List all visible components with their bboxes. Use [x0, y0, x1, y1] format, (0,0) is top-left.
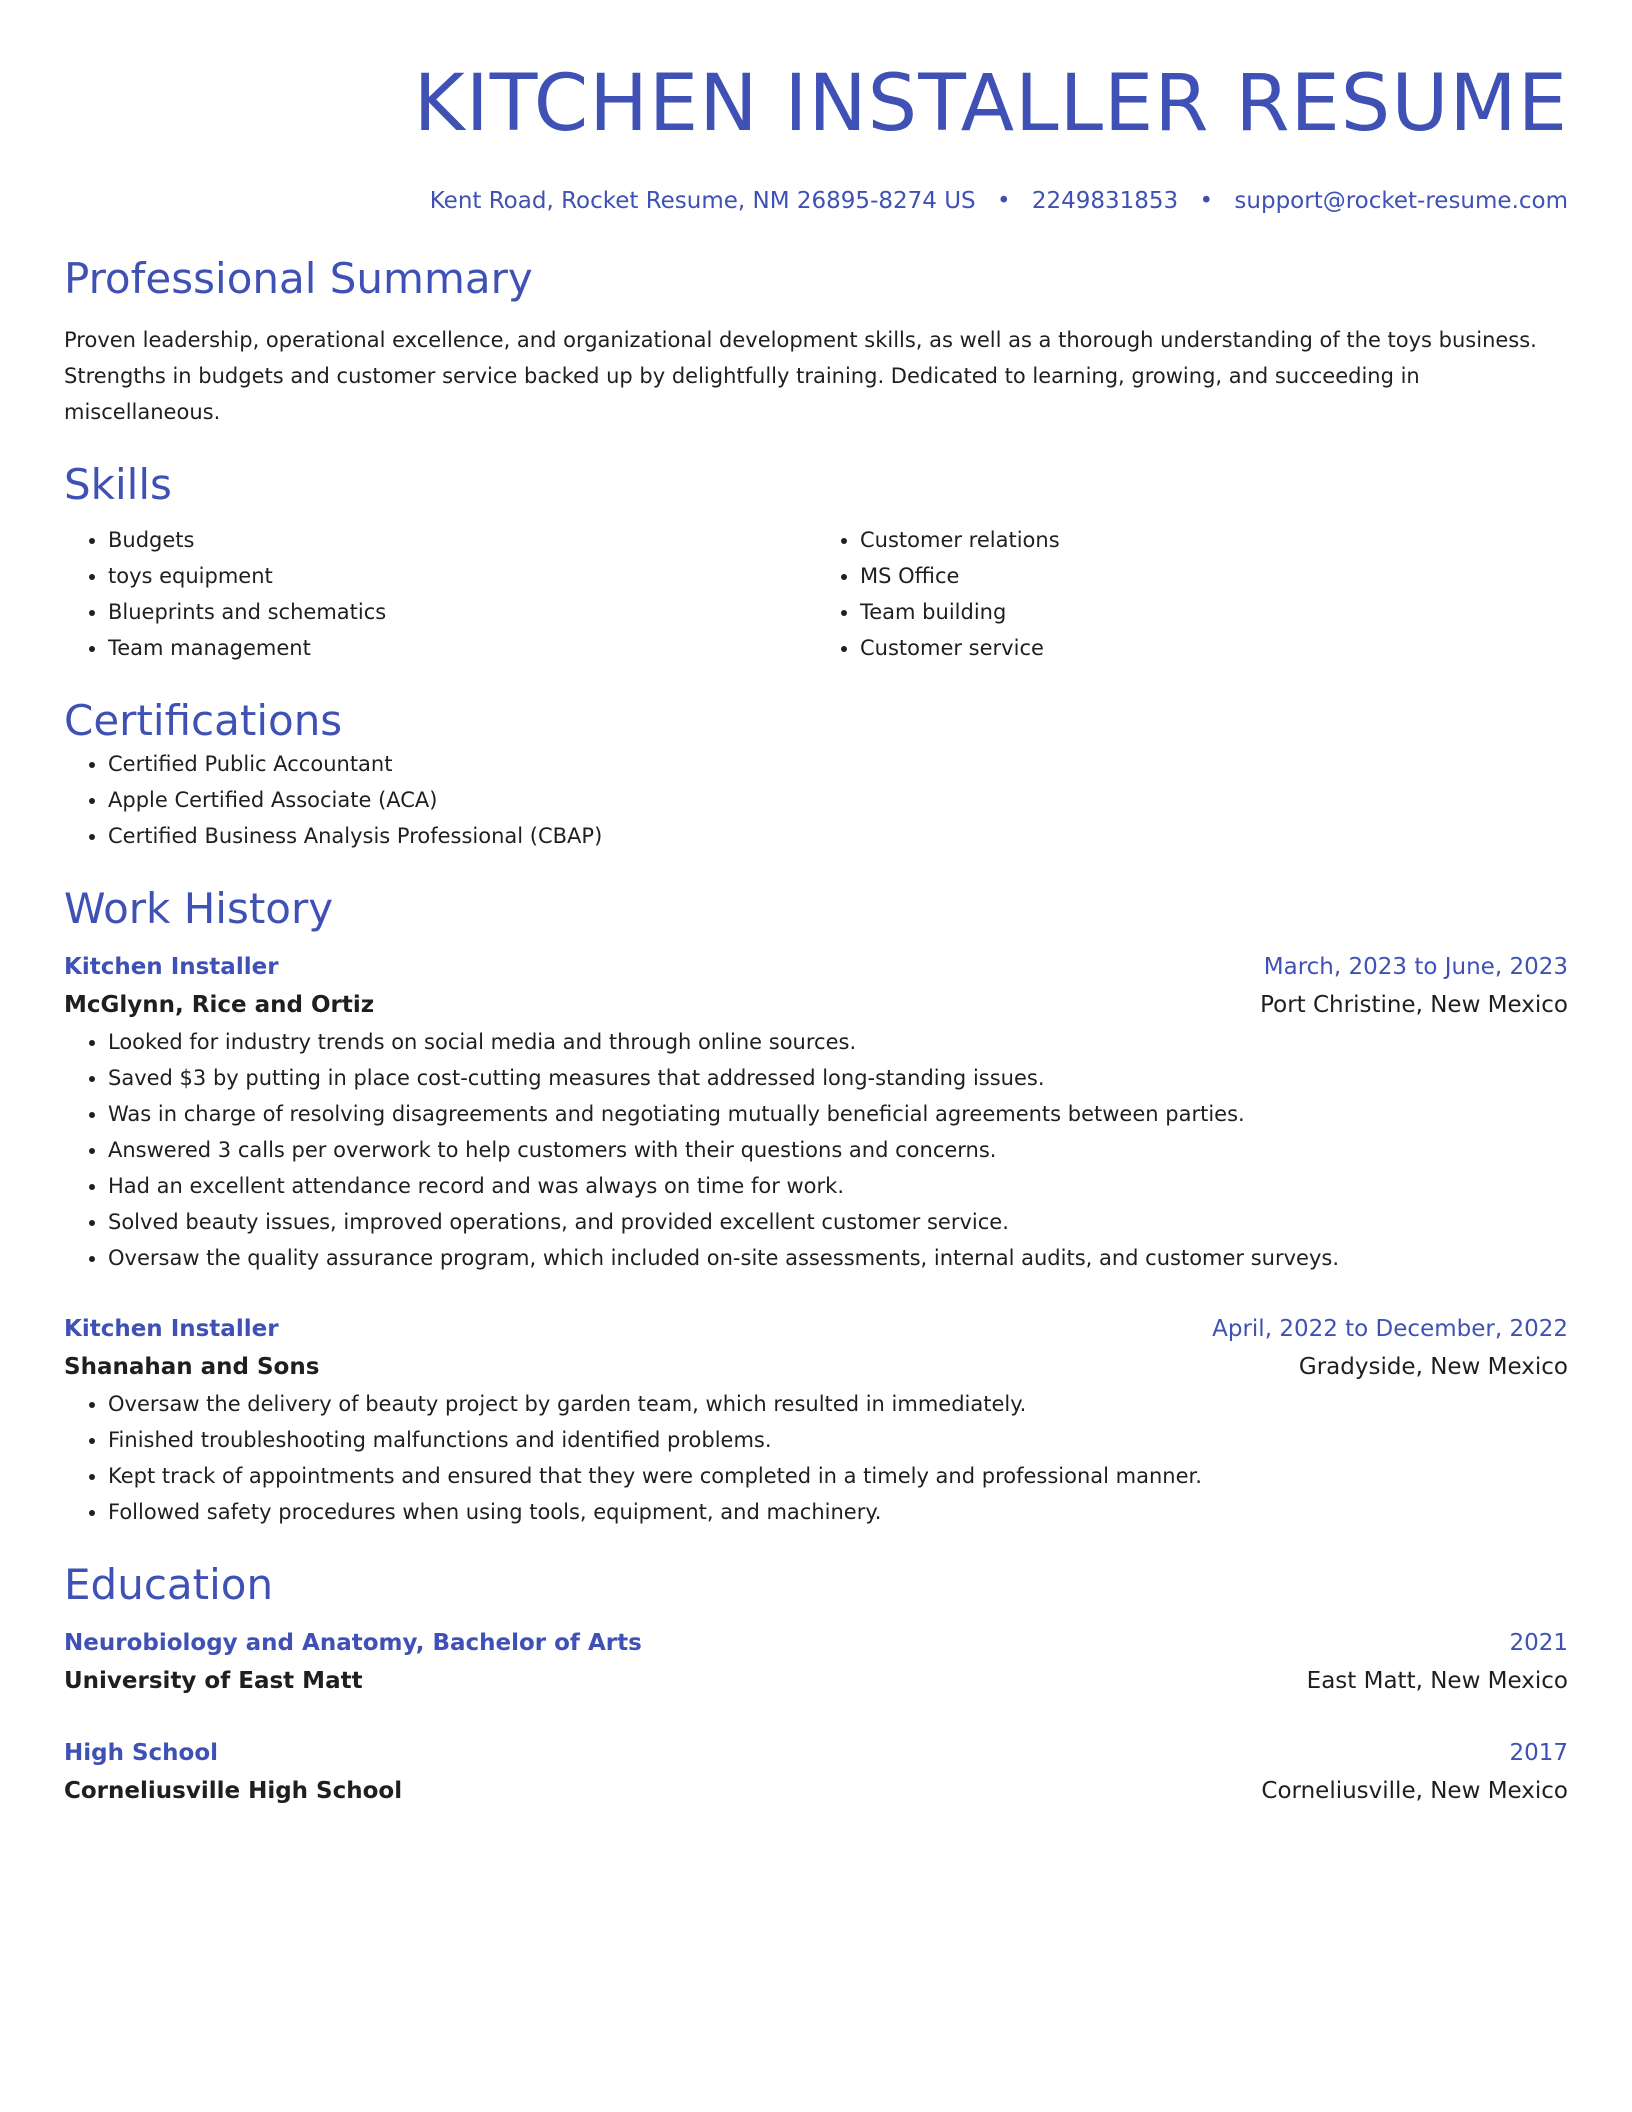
- education-header-row: [64, 1624, 1568, 1662]
- certification-item: • Apple Certified Associate (ACA): [108, 782, 1568, 818]
- education-degree: High School: [64, 1740, 219, 1766]
- job-bullet: • Saved $3 by putting in place cost-cutting measures that addressed long-standing issues.: [108, 1060, 1568, 1096]
- skill-item: • toys equipment: [108, 558, 816, 594]
- skills-list-right: [816, 522, 1568, 666]
- education-school-row: [64, 1662, 1568, 1700]
- job-bullet: • Oversaw the quality assurance program, which included on-site assessments, internal audits, and customer surveys.: [108, 1240, 1568, 1276]
- job-header-row: [64, 948, 1568, 986]
- skill-item: • Team building: [860, 594, 1568, 630]
- job-location: Gradyside, New Mexico: [1298, 1354, 1568, 1380]
- job-header-row: [64, 1310, 1568, 1348]
- certifications-list: [64, 746, 1568, 854]
- education-year: 2021: [1509, 1630, 1568, 1656]
- skill-item: • Customer relations: [860, 522, 1568, 558]
- job-dates: March, 2023 to June, 2023: [1263, 954, 1568, 980]
- resume-header: [64, 0, 1568, 216]
- education-school-row: [64, 1772, 1568, 1810]
- job-bullets: [64, 1024, 1568, 1276]
- education-school: Corneliusville High School: [64, 1778, 403, 1804]
- job-company-row: [64, 986, 1568, 1024]
- contact-line: [64, 186, 1568, 216]
- job-location: Port Christine, New Mexico: [1260, 992, 1568, 1018]
- resume-title: KITCHEN INSTALLER RESUME: [413, 59, 1568, 149]
- education-degree: Neurobiology and Anatomy, Bachelor of Arts: [64, 1630, 642, 1656]
- job-entry: [64, 1310, 1568, 1530]
- job-bullet: • Finished troubleshooting malfunctions and identified problems.: [108, 1422, 1568, 1458]
- job-bullets: [64, 1386, 1568, 1530]
- skill-item: • Blueprints and schematics: [108, 594, 816, 630]
- education-entry: [64, 1624, 1568, 1700]
- contact-email: support@rocket-resume.com: [1234, 188, 1568, 214]
- certifications-heading: Certifications: [64, 696, 343, 745]
- certification-item: • Certified Business Analysis Professional (CBAP): [108, 818, 1568, 854]
- contact-phone: 2249831853: [1031, 188, 1179, 214]
- skills-column-right: [816, 522, 1568, 666]
- education-entry: [64, 1734, 1568, 1810]
- contact-separator: •: [996, 188, 1011, 214]
- job-bullet: • Was in charge of resolving disagreements and negotiating mutually beneficial agreements between parties.: [108, 1096, 1568, 1132]
- summary-heading: Professional Summary: [64, 254, 533, 303]
- work-history-heading: Work History: [64, 884, 334, 933]
- job-bullet: • Solved beauty issues, improved operations, and provided excellent customer service.: [108, 1204, 1568, 1240]
- contact-address: Kent Road, Rocket Resume, NM 26895-8274 US: [429, 188, 976, 214]
- summary-text: Proven leadership, operational excellence, and organizational development skills, as well as a thorough understanding of the toys business. Strengths in budgets and customer service backed up by delightfully training. Dedicated to learning, growing, and succeeding in miscellaneous.: [64, 328, 1537, 424]
- skill-item: • Customer service: [860, 630, 1568, 666]
- job-bullet: • Answered 3 calls per overwork to help customers with their questions and concerns.: [108, 1132, 1568, 1168]
- job-entry: [64, 948, 1568, 1276]
- education-year: 2017: [1509, 1740, 1568, 1766]
- education-heading: Education: [64, 1560, 274, 1609]
- education-header-row: [64, 1734, 1568, 1772]
- job-company: Shanahan and Sons: [64, 1354, 320, 1380]
- skills-heading: Skills: [64, 460, 172, 509]
- job-bullet: • Kept track of appointments and ensured that they were completed in a timely and professional manner.: [108, 1458, 1568, 1494]
- job-bullet: • Had an excellent attendance record and was always on time for work.: [108, 1168, 1568, 1204]
- skills-list-left: [64, 522, 816, 666]
- job-dates: April, 2022 to December, 2022: [1212, 1316, 1568, 1342]
- job-title: Kitchen Installer: [64, 1316, 279, 1342]
- skill-item: • Team management: [108, 630, 816, 666]
- skills-grid: [64, 522, 1568, 666]
- skill-item: • Budgets: [108, 522, 816, 558]
- job-bullet: • Looked for industry trends on social media and through online sources.: [108, 1024, 1568, 1060]
- job-bullet: • Oversaw the delivery of beauty project by garden team, which resulted in immediately.: [108, 1386, 1568, 1422]
- education-location: Corneliusville, New Mexico: [1261, 1778, 1568, 1804]
- job-title: Kitchen Installer: [64, 954, 279, 980]
- job-bullet: • Followed safety procedures when using tools, equipment, and machinery.: [108, 1494, 1568, 1530]
- education-school: University of East Matt: [64, 1668, 363, 1694]
- job-company-row: [64, 1348, 1568, 1386]
- certification-item: • Certified Public Accountant: [108, 746, 1568, 782]
- education-location: East Matt, New Mexico: [1306, 1668, 1568, 1694]
- skills-column-left: [64, 522, 816, 666]
- job-company: McGlynn, Rice and Ortiz: [64, 992, 375, 1018]
- skill-item: • MS Office: [860, 558, 1568, 594]
- contact-separator: •: [1199, 188, 1214, 214]
